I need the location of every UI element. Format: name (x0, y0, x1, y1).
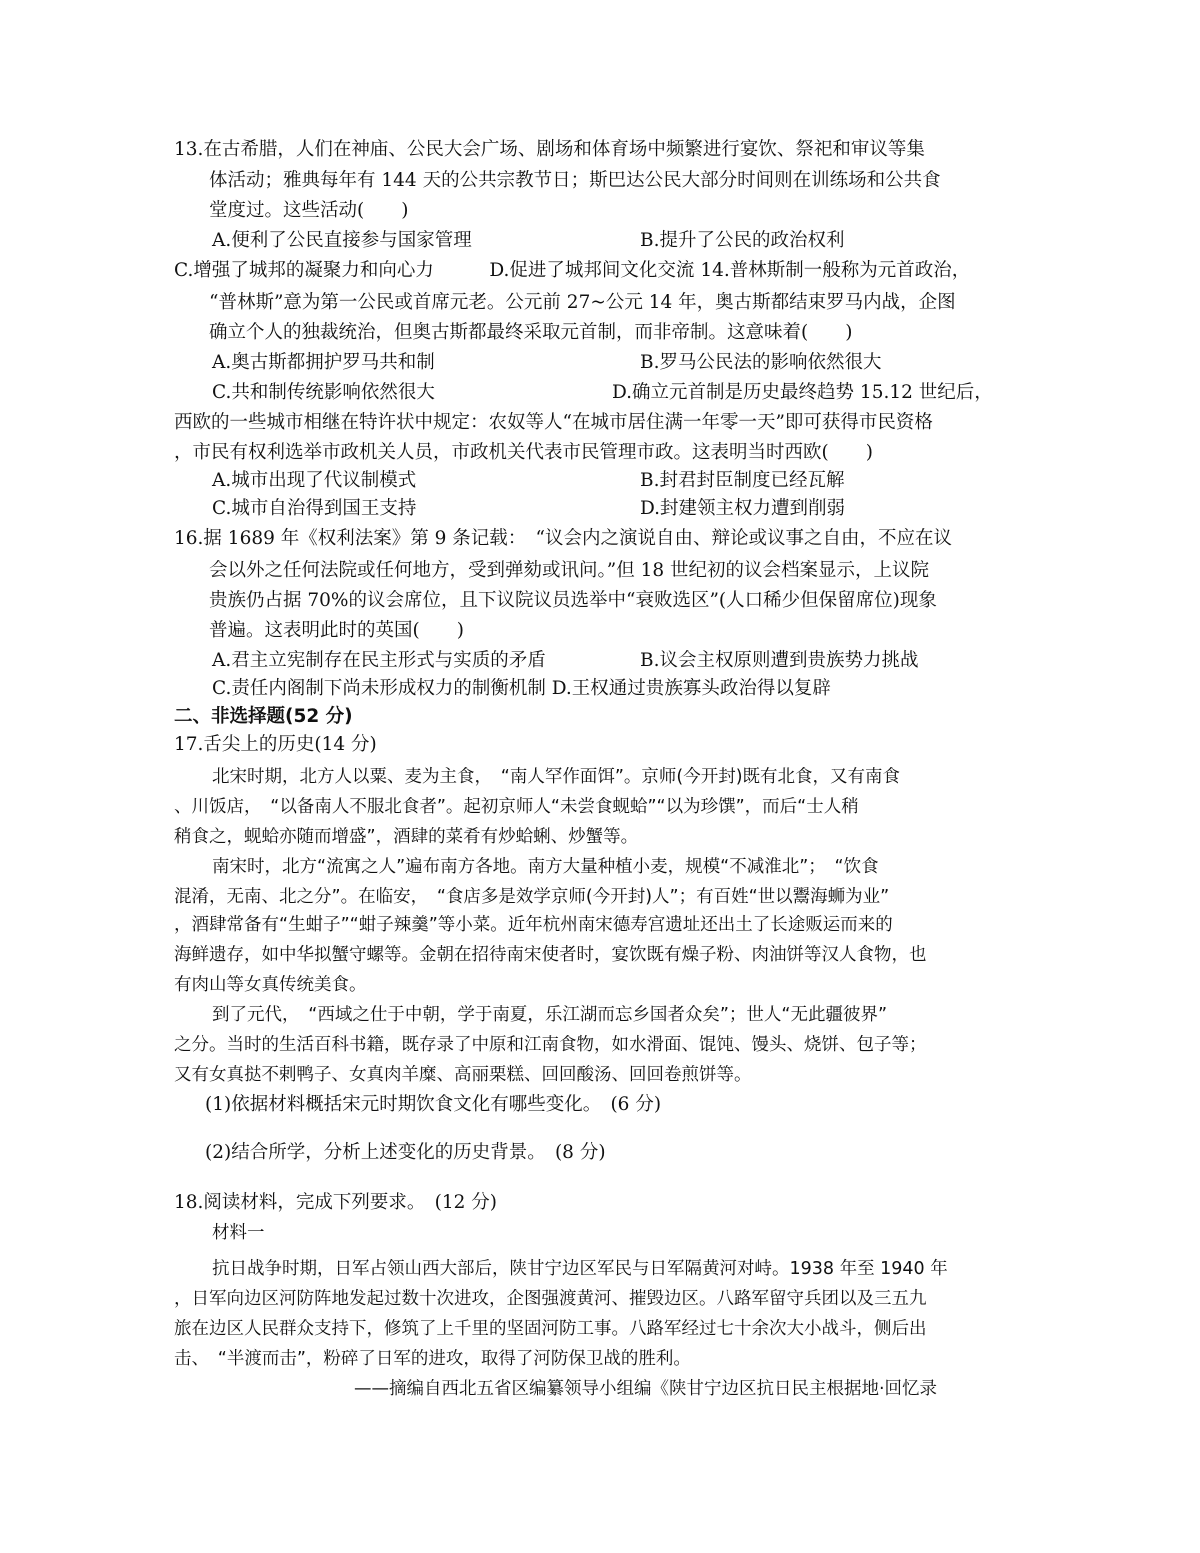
q18-material-1-label: 材料一 (212, 1223, 265, 1243)
q17-title: 17.舌尖上的历史(14 分) (174, 734, 377, 755)
q13-option-b: B.提升了公民的政治权利 (640, 230, 845, 251)
q18-material1-line4: 击、 “半渡而击”，粉碎了日军的进攻，取得了河防保卫战的胜利。 (174, 1349, 691, 1369)
q13-option-cd-q14-start: C.增强了城邦的凝聚力和向心力 D.促进了城邦间文化交流 14.普林斯制一般称为元首政治， (174, 260, 971, 281)
q15-option-b: B.封君封臣制度已经瓦解 (640, 470, 845, 491)
q14-option-c: C.共和制传统影响依然很大 (212, 382, 435, 403)
section-two-heading: 二、非选择题(52 分) (174, 706, 353, 727)
q17-para3-line2: 之分。当时的生活百科书籍，既存录了中原和江南食物，如水滑面、馄饨、馒头、烧饼、包子等； (174, 1035, 927, 1055)
q15-option-d: D.封建领主权力遭到削弱 (640, 498, 846, 519)
q17-para1-line1: 北宋时期，北方人以粟、麦为主食， “南人罕作面饵”。京师(今开封)既有北食，又有南食 (212, 767, 901, 787)
q18-material1-line3: 旅在边区人民群众支持下，修筑了上千里的坚固河防工事。八路军经过七十余次大小战斗，侧后出 (174, 1319, 927, 1339)
q17-para2-line1: 南宋时，北方“流寓之人”遍布南方各地。南方大量种植小麦，规模“不减淮北”； “饮食 (212, 857, 879, 877)
q17-para2-line2: 混淆，无南、北之分”。在临安， “食店多是效学京师(今开封)人”；有百姓“世以鬻海蛳为业” (174, 887, 890, 907)
q17-para2-line4: 海鲜遗存，如中华拟蟹守螺等。金朝在招待南宋使者时，宴饮既有燥子粉、肉油饼等汉人食物，也 (174, 945, 927, 965)
q17-para2-line5: 有肉山等女真传统美食。 (174, 975, 367, 995)
q14-option-b: B.罗马公民法的影响依然很大 (640, 352, 882, 373)
q16-line-1: 16.据 1689 年《权利法案》第 9 条记载： “议会内之演说自由、辩论或议事之自由，不应在议 (174, 528, 953, 549)
q14-option-d-q15-start: D.确立元首制是历史最终趋势 15.12 世纪后， (612, 382, 993, 403)
q18-title: 18.阅读材料，完成下列要求。 (12 分) (174, 1192, 498, 1213)
q17-para3-line3: 又有女真挞不剌鸭子、女真肉羊糜、高丽栗糕、回回酸汤、回回卷煎饼等。 (174, 1065, 752, 1085)
q13-option-a: A.便利了公民直接参与国家管理 (212, 230, 472, 251)
q14-option-a: A.奥古斯都拥护罗马共和制 (212, 352, 435, 373)
q15-line-3: ，市民有权利选举市政机关人员，市政机关代表市民管理市政。这表明当时西欧( ) (174, 442, 873, 463)
q16-line-2: 会以外之任何法院或任何地方，受到弹劾或讯问。”但 18 世纪初的议会档案显示，上议院 (209, 560, 930, 581)
q17-subq1: (1)依据材料概括宋元时期饮食文化有哪些变化。 (6 分) (205, 1094, 662, 1115)
q16-line-3: 贵族仍占据 70%的议会席位，且下议院议员选举中“衰败选区”(人口稀少但保留席位)现象 (209, 590, 937, 611)
q17-para3-line1: 到了元代， “西域之仕于中朝，学于南夏，乐江湖而忘乡国者众矣”；世人“无此疆彼界” (212, 1005, 888, 1025)
q18-material1-line2: ，日军向边区河防阵地发起过数十次进攻，企图强渡黄河、摧毁边区。八路军留守兵团以及三五九 (174, 1289, 927, 1309)
q13-line-3: 堂度过。这些活动( ) (209, 200, 409, 221)
q14-line-2: “普林斯”意为第一公民或首席元老。公元前 27~公元 14 年，奥古斯都结束罗马内战，企图 (209, 292, 956, 313)
q15-option-c: C.城市自治得到国王支持 (212, 498, 417, 519)
q17-para1-line2: 、川饭店， “以备南人不服北食者”。起初京师人“未尝食蚬蛤”“以为珍馔”，而后“士人稍 (174, 797, 859, 817)
q18-material1-source: ——摘编自西北五省区编纂领导小组编《陕甘宁边区抗日民主根据地·回忆录 (354, 1379, 938, 1399)
q18-material1-line1: 抗日战争时期，日军占领山西大部后，陕甘宁边区军民与日军隔黄河对峙。1938 年至 1940 年 (212, 1259, 948, 1279)
q15-line-2: 西欧的一些城市相继在特许状中规定：农奴等人“在城市居住满一年零一天”即可获得市民资格 (174, 412, 933, 433)
q17-para2-line3: ，酒肆常备有“生蚶子”“蚶子辣羹”等小菜。近年杭州南宋德寿宫遗址还出土了长途贩运而来的 (174, 915, 893, 935)
q16-line-4: 普遍。这表明此时的英国( ) (209, 620, 464, 641)
q14-line-3: 确立个人的独裁统治，但奥古斯都最终采取元首制，而非帝制。这意味着( ) (209, 322, 853, 343)
q15-option-a: A.城市出现了代议制模式 (212, 470, 417, 491)
q16-option-cd: C.责任内阁制下尚未形成权力的制衡机制 D.王权通过贵族寡头政治得以复辟 (212, 678, 831, 699)
q17-para1-line3: 稍食之，蚬蛤亦随而增盛”，酒肆的菜肴有炒蛤蜊、炒蟹等。 (174, 827, 639, 847)
q13-line-2: 体活动；雅典每年有 144 天的公共宗教节日；斯巴达公民大部分时间则在训练场和公共食 (209, 170, 941, 191)
q13-line-1: 13.在古希腊，人们在神庙、公民大会广场、剧场和体育场中频繁进行宴饮、祭祀和审议等集 (174, 139, 925, 160)
q16-option-a: A.君主立宪制存在民主形式与实质的矛盾 (212, 650, 546, 671)
q16-option-b: B.议会主权原则遭到贵族势力挑战 (640, 650, 919, 671)
q17-subq2: (2)结合所学，分析上述变化的历史背景。 (8 分) (205, 1142, 606, 1163)
